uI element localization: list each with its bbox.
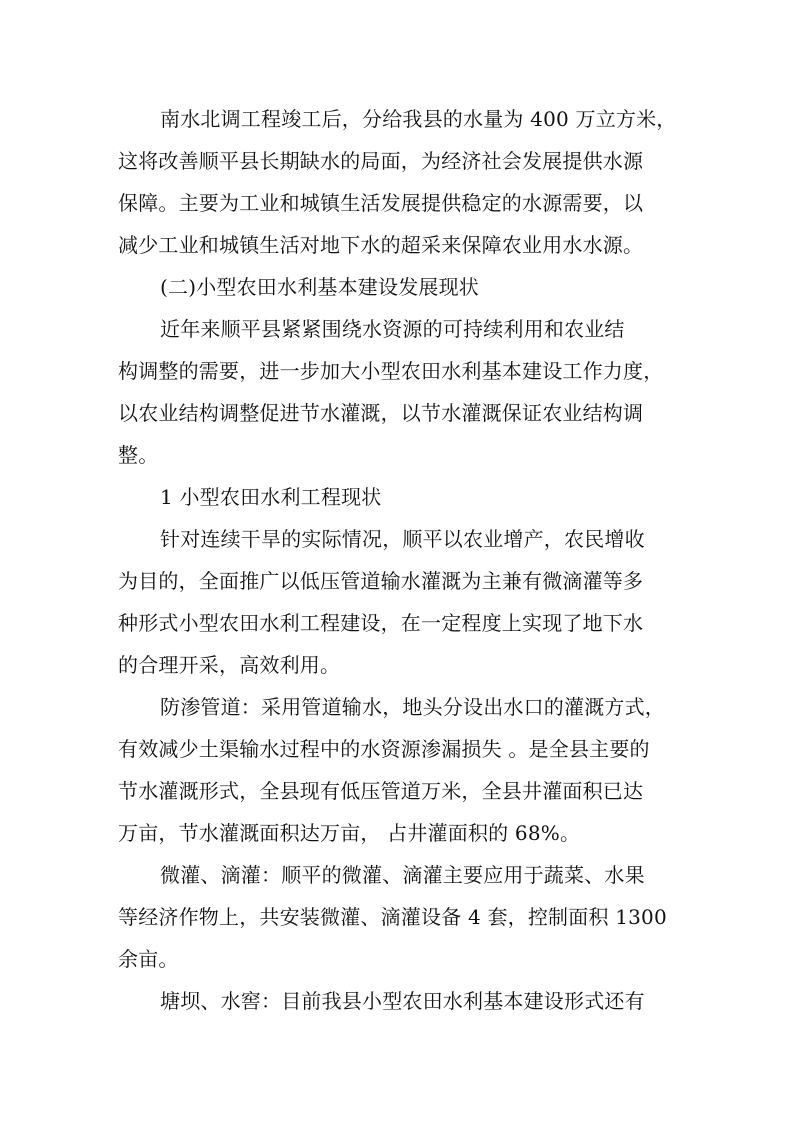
text-line: 防渗管道：采用管道输水，地头分设出水口的灌溉方式， xyxy=(160,695,665,719)
text-line: 保障。主要为工业和城镇生活发展提供稳定的水源需要，以 xyxy=(118,191,644,215)
text-line: 节水灌溉形式，全县现有低压管道万米，全县井灌面积已达 xyxy=(118,779,644,803)
text-line: 构调整的需要，进一步加大小型农田水利基本建设工作力度， xyxy=(118,359,664,383)
text-line: 余亩。 xyxy=(118,947,179,971)
heading-text: 1 小型农田水利工程现状 xyxy=(160,485,382,509)
text-line: 针对连续干旱的实际情况，顺平以农业增产，农民增收 xyxy=(160,527,645,551)
text-line: 南水北调工程竣工后，分给我县的水量为 400 万立方米， xyxy=(160,107,677,131)
paragraph-ponds-cellars xyxy=(118,980,680,1022)
heading-text: (二)小型农田水利基本建设发展现状 xyxy=(160,275,480,299)
text-line: 减少工业和城镇生活对地下水的超采来保障农业用水水源。 xyxy=(118,233,644,257)
paragraph-micro-drip xyxy=(118,854,680,980)
text-line: 万亩，节水灌溉面积达万亩， 占井灌面积的 68%。 xyxy=(118,821,581,845)
text-line: 有效减少土渠输水过程中的水资源渗漏损失 。是全县主要的 xyxy=(118,737,650,761)
text-line: 微灌、滴灌：顺平的微灌、滴灌主要应用于蔬菜、水果 xyxy=(160,863,645,887)
paragraph-recent-years xyxy=(118,308,680,476)
text-line: 近年来顺平县紧紧围绕水资源的可持续利用和农业结 xyxy=(160,317,625,341)
text-line: 以农业结构调整促进节水灌溉，以节水灌溉保证农业结构调 xyxy=(118,401,644,425)
paragraph-drought xyxy=(118,518,680,686)
text-line: 的合理开采，高效利用。 xyxy=(118,653,341,677)
text-line: 为目的，全面推广以低压管道输水灌溉为主兼有微滴灌等多 xyxy=(118,569,644,593)
document-body xyxy=(118,98,680,1022)
text-line: 种形式小型农田水利工程建设，在一定程度上实现了地下水 xyxy=(118,611,644,635)
paragraph-seepage-pipes xyxy=(118,686,680,854)
text-line: 这将改善顺平县长期缺水的局面，为经济社会发展提供水源 xyxy=(118,149,644,173)
text-line: 整。 xyxy=(118,443,159,467)
text-line: 塘坝、水窖：目前我县小型农田水利基本建设形式还有 xyxy=(160,989,645,1013)
text-line: 等经济作物上，共安装微灌、滴灌设备 4 套，控制面积 1300 xyxy=(118,905,667,929)
paragraph-south-north-water xyxy=(118,98,680,266)
subsection-heading xyxy=(118,476,680,518)
section-heading xyxy=(118,266,680,308)
